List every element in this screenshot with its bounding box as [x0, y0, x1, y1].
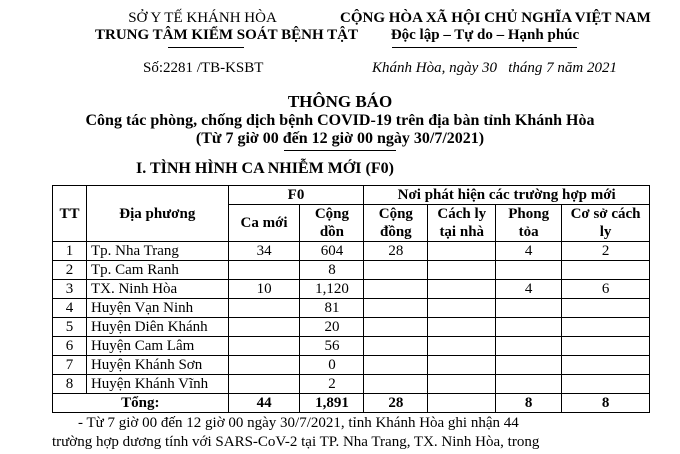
table-row — [53, 242, 650, 261]
notice-period: (Từ 7 giờ 00 đến 12 giờ 00 ngày 30/7/2021) — [195, 130, 485, 147]
notice-heading: THÔNG BÁO — [287, 92, 393, 111]
cell-cumulative: 2 — [300, 375, 364, 394]
cell-cumulative: 8 — [300, 261, 364, 280]
cell-tt: 7 — [53, 356, 87, 375]
cell-place: Huyện Cam Lâm — [86, 337, 228, 356]
col-cumulative: Cộng dồn — [300, 205, 364, 242]
total-community: 28 — [364, 394, 428, 413]
cell-cumulative: 56 — [300, 337, 364, 356]
body-paragraph-line-1: - Từ 7 giờ 00 đến 12 giờ 00 ngày 30/7/2021, tỉnh Khánh Hòa ghi nhận 44 — [78, 415, 519, 431]
cell-tt: 3 — [53, 280, 87, 299]
total-cumulative: 1,891 — [300, 394, 364, 413]
document-date — [372, 60, 617, 77]
cell-cumulative: 1,120 — [300, 280, 364, 299]
section-heading: I. TÌNH HÌNH CA NHIỄM MỚI (F0) — [136, 160, 394, 177]
motto-underline — [392, 47, 577, 48]
cell-lockdown — [496, 337, 562, 356]
total-facility: 8 — [562, 394, 650, 413]
col-community: Cộng đồng — [364, 205, 428, 242]
cell-place: TX. Ninh Hòa — [86, 280, 228, 299]
cell-new — [228, 375, 300, 394]
cell-facility — [562, 356, 650, 375]
agency-name: TRUNG TÂM KIỂM SOÁT BỆNH TẬT — [95, 27, 358, 43]
cell-community — [364, 375, 428, 394]
cell-community — [364, 318, 428, 337]
table-header-row-1 — [53, 186, 650, 205]
agency-underline — [168, 47, 244, 48]
cell-home — [428, 299, 496, 318]
cell-place: Huyện Khánh Sơn — [86, 356, 228, 375]
cell-new — [228, 318, 300, 337]
cell-new: 10 — [228, 280, 300, 299]
col-place: Địa phương — [86, 186, 228, 242]
cell-cumulative: 604 — [300, 242, 364, 261]
doc-number-value: 2281 — [163, 60, 194, 76]
cell-place: Huyện Diên Khánh — [86, 318, 228, 337]
col-new-cases: Ca mới — [228, 205, 300, 242]
cell-cumulative: 0 — [300, 356, 364, 375]
cell-tt: 1 — [53, 242, 87, 261]
table-total-row — [53, 394, 650, 413]
date-rest: tháng 7 năm 2021 — [508, 60, 617, 76]
date-prefix: Khánh Hòa, ngày — [372, 60, 479, 76]
table-row — [53, 375, 650, 394]
cell-facility — [562, 337, 650, 356]
cell-lockdown — [496, 356, 562, 375]
table-row — [53, 337, 650, 356]
cell-lockdown — [496, 299, 562, 318]
doc-number-suffix: /TB-KSBT — [196, 60, 264, 76]
cell-community: 28 — [364, 242, 428, 261]
agency-parent: SỞ Y TẾ KHÁNH HÒA — [128, 10, 277, 26]
body-paragraph-line-2: trường hợp dương tính với SARS-CoV-2 tại TP. Nha Trang, TX. Ninh Hòa, trong — [52, 434, 540, 450]
cell-tt: 5 — [53, 318, 87, 337]
notice-subject: Công tác phòng, chống dịch bệnh COVID-19 trên địa bàn tỉnh Khánh Hòa — [85, 112, 595, 129]
cell-tt: 6 — [53, 337, 87, 356]
cell-facility — [562, 375, 650, 394]
cell-place: Tp. Cam Ranh — [86, 261, 228, 280]
cases-table — [52, 185, 650, 413]
cell-place: Huyện Vạn Ninh — [86, 299, 228, 318]
cell-home — [428, 318, 496, 337]
col-home-isolation: Cách ly tại nhà — [428, 205, 496, 242]
cell-home — [428, 356, 496, 375]
cell-home — [428, 337, 496, 356]
cell-lockdown: 4 — [496, 280, 562, 299]
cell-home — [428, 261, 496, 280]
cell-tt: 2 — [53, 261, 87, 280]
table-row — [53, 299, 650, 318]
cell-new — [228, 261, 300, 280]
table-row — [53, 318, 650, 337]
total-home — [428, 394, 496, 413]
cell-new: 34 — [228, 242, 300, 261]
national-motto: Độc lập – Tự do – Hạnh phúc — [390, 27, 580, 43]
total-new: 44 — [228, 394, 300, 413]
cell-place: Huyện Khánh Vĩnh — [86, 375, 228, 394]
col-lockdown: Phong tỏa — [496, 205, 562, 242]
col-isolation-facility: Cơ sở cách ly — [562, 205, 650, 242]
cell-new — [228, 337, 300, 356]
cell-cumulative: 20 — [300, 318, 364, 337]
cell-lockdown — [496, 318, 562, 337]
cell-tt: 8 — [53, 375, 87, 394]
cell-new — [228, 356, 300, 375]
cell-home — [428, 375, 496, 394]
cell-facility — [562, 299, 650, 318]
cell-community — [364, 356, 428, 375]
cell-tt: 4 — [53, 299, 87, 318]
cell-lockdown — [496, 261, 562, 280]
cell-community — [364, 299, 428, 318]
table-row — [53, 356, 650, 375]
cell-facility — [562, 261, 650, 280]
cell-facility: 6 — [562, 280, 650, 299]
cell-community — [364, 337, 428, 356]
cell-community — [364, 261, 428, 280]
document-number — [143, 60, 263, 77]
cell-facility: 2 — [562, 242, 650, 261]
cell-lockdown — [496, 375, 562, 394]
cell-lockdown: 4 — [496, 242, 562, 261]
title-underline — [284, 150, 396, 151]
cell-home — [428, 280, 496, 299]
group-f0: F0 — [228, 186, 364, 205]
table-row — [53, 261, 650, 280]
cell-cumulative: 81 — [300, 299, 364, 318]
cell-home — [428, 242, 496, 261]
date-day: 30 — [482, 60, 497, 76]
cell-new — [228, 299, 300, 318]
nation-title: CỘNG HÒA XÃ HỘI CHỦ NGHĨA VIỆT NAM — [340, 10, 651, 26]
group-detection-place: Nơi phát hiện các trường hợp mới — [364, 186, 650, 205]
total-lockdown: 8 — [496, 394, 562, 413]
doc-number-prefix: Số: — [143, 60, 164, 76]
cell-place: Tp. Nha Trang — [86, 242, 228, 261]
col-tt: TT — [53, 186, 87, 242]
cell-community — [364, 280, 428, 299]
table-row — [53, 280, 650, 299]
cell-facility — [562, 318, 650, 337]
total-label: Tổng: — [53, 394, 229, 413]
